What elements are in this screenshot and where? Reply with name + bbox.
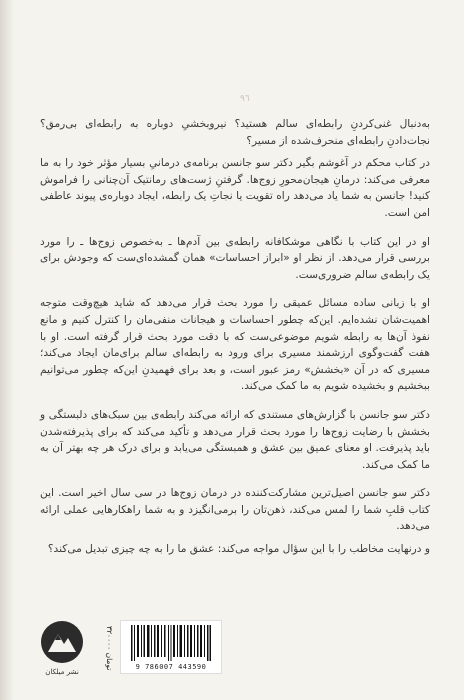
closing-paragraph: و درنهایت مخاطب را با این سؤال مواجه می‌کند: عشق ما را به چه چیزی تبدیل می‌کند؟ — [47, 543, 430, 556]
page-mark: ٩٦ — [240, 94, 250, 104]
barcode-icon — [131, 625, 211, 661]
price-label: ۳۲۰۰۰۰ تومان — [105, 625, 114, 671]
page-edge-shadow — [0, 0, 14, 700]
mountain-logo-icon — [40, 618, 84, 666]
paragraph-2: در کتاب محکم در آغوشم بگیر دکتر سو جانسن برنامه‌ی درمانیِ بسیار مؤثر خود را به ما معرفی می‌کند: درمانِ هیجان‌محورِ زوج‌ها. گرفتنِ ژست‌های رمانتیک آن‌چنانی را فراموش کنید! جانسن به شما یاد می‌دهد راه تقویت یا نجاتِ یک رابطه، ایجاد دوباره‌ی پیوند عاطفی امن است. — [40, 157, 430, 219]
paragraph-4: او با زبانی ساده مسائل عمیقی را مورد بحث قرار می‌دهد که شاید هیچ‌وقت متوجه اهمیت‌شان نشده‌ایم. این‌که چطور احساسات و هیجانات منفی‌مان را کنترل کنیم و مانع نفوذ آن‌ها به رابطه شویم موضوعی‌ست که با دقت مورد بحث قرار گرفته است. او با هفت گفت‌وگوی ارزشمند مسیری برای ورود به رابطه‌ای سالم برای‌مان ایجاد می‌کند؛ مسیری که در آن «بخشش» رمز عبور است، و بعد برای فهمیدنِ این‌که چطور می‌توانیم ببخشیم و بخشیده شویم به ما کمک می‌کند. — [40, 297, 430, 393]
paragraph-6: دکتر سو جانسن اصیل‌ترین مشارکت‌کننده در درمان زوج‌ها در سی سال اخیر است. این کتاب قلبِ شما را لمس می‌کند، ذهن‌تان را برمی‌انگیزد و به شما راهکارهایی عملی ارائه می‌دهد. — [40, 487, 430, 533]
publisher-logo — [40, 618, 84, 678]
bottom-bar — [40, 618, 430, 680]
paragraph-3: او در این کتاب با نگاهی موشکافانه رابطه‌ی بین آدم‌ها ـ به‌خصوص زوج‌ها ـ را مورد بررسی قرار می‌دهد. از نظر او «ابراز احساسات» همان گمشده‌ای‌ست که وجودش برای یک رابطه‌ی سالم ضروری‌ست. — [40, 235, 430, 281]
back-cover-text — [40, 116, 430, 570]
intro-paragraph: به‌دنبال غنی‌کردنِ رابطه‌ای سالم هستید؟ نیروبخشیِ دوباره به رابطه‌ای بی‌رمق؟ نجات‌دادنِ رابطه‌ای منحرف‌شده از مسیر؟ — [40, 118, 430, 147]
paragraph-5: دکتر سو جانسن با گزارش‌های مستندی که ارائه می‌کند رابطه‌ی بین سبک‌های دلبستگی و بخشش با رضایت زوج‌ها را مورد بحث قرار می‌دهد و تأکید می‌کند که برای پذیرفته‌شدن باید پذیرفت. او معنای عمیق بین عشق و همبستگی می‌یابد و برای درک هر چه بهتر آن به ما کمک می‌کند. — [40, 408, 430, 471]
isbn-number: 9 786007 443590 — [135, 663, 207, 671]
isbn-barcode — [120, 620, 222, 674]
publisher-name: نشر میلکان — [45, 668, 79, 676]
